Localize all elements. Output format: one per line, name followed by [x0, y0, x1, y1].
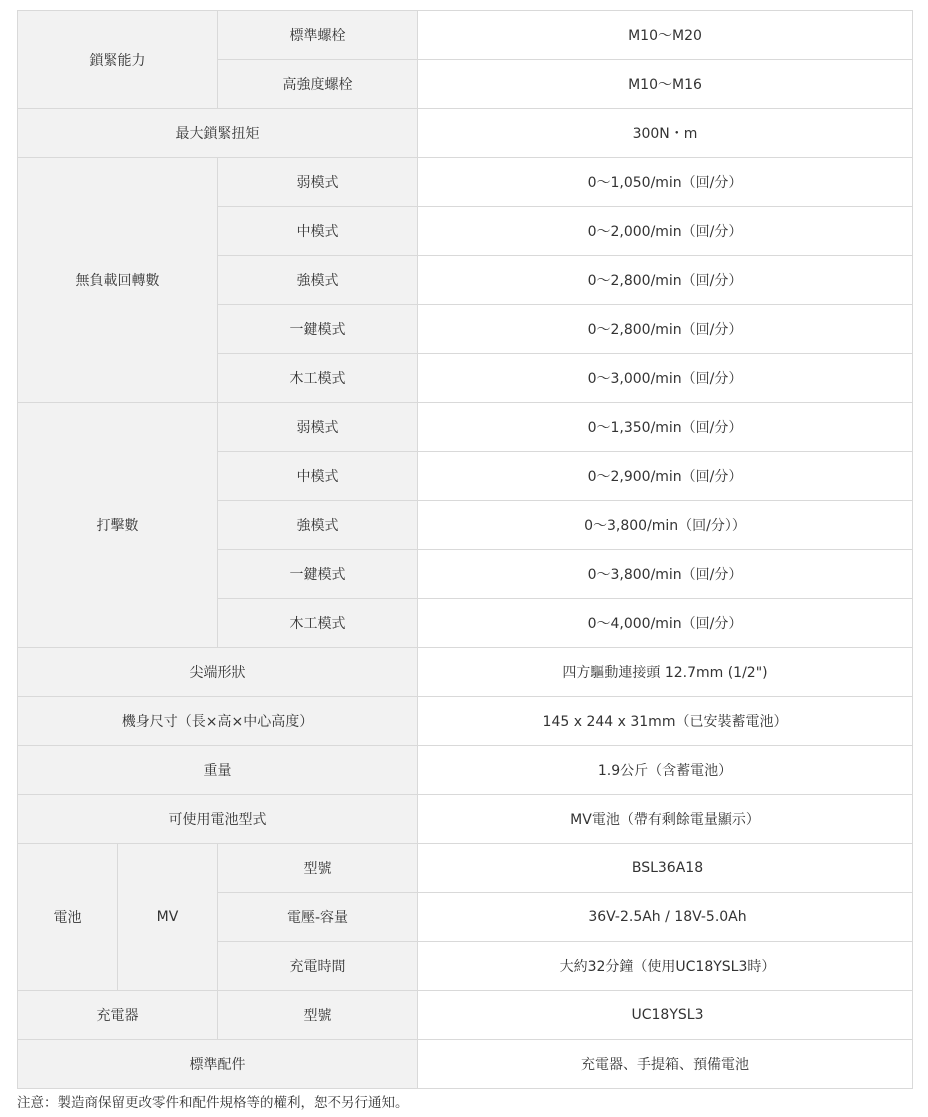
row-label: 中模式 — [218, 207, 418, 256]
weight-label: 重量 — [18, 746, 418, 795]
table-row — [18, 1040, 913, 1089]
row-value: BSL36A18 — [418, 844, 913, 893]
row-value: 0～2,900/min（回/分） — [418, 452, 913, 501]
table-row — [18, 991, 913, 1040]
charger-value: UC18YSL3 — [418, 991, 913, 1040]
row-value: 0～3,800/min（回/分） — [418, 550, 913, 599]
row-value: 0～1,050/min（回/分） — [418, 158, 913, 207]
row-label: 充電時間 — [218, 942, 418, 991]
row-label: 高強度螺栓 — [218, 60, 418, 109]
row-label: 弱模式 — [218, 158, 418, 207]
weight-value: 1.9公斤（含蓄電池） — [418, 746, 913, 795]
accessories-label: 標準配件 — [18, 1040, 418, 1089]
row-value: 36V-2.5Ah / 18V-5.0Ah — [418, 893, 913, 942]
no-load-speed-label: 無負載回轉數 — [18, 158, 218, 403]
charger-sub-label: 型號 — [218, 991, 418, 1040]
table-row — [18, 11, 913, 60]
tip-shape-value: 四方驅動連接頭 12.7mm (1/2") — [418, 648, 913, 697]
row-value: 0～3,000/min（回/分） — [418, 354, 913, 403]
max-torque-value: 300N・m — [418, 109, 913, 158]
battery-sub-label: MV — [118, 844, 218, 991]
table-row — [18, 844, 913, 893]
row-label: 木工模式 — [218, 599, 418, 648]
max-torque-label: 最大鎖緊扭矩 — [18, 109, 418, 158]
row-label: 木工模式 — [218, 354, 418, 403]
row-label: 弱模式 — [218, 403, 418, 452]
row-label: 強模式 — [218, 256, 418, 305]
row-label: 一鍵模式 — [218, 305, 418, 354]
accessories-value: 充電器、手提箱、預備電池 — [418, 1040, 913, 1089]
row-value: 0～4,000/min（回/分） — [418, 599, 913, 648]
battery-label: 電池 — [18, 844, 118, 991]
charger-label: 充電器 — [18, 991, 218, 1040]
impact-rate-label: 打擊數 — [18, 403, 218, 648]
row-label: 電壓-容量 — [218, 893, 418, 942]
footnote: 注意：製造商保留更改零件和配件規格等的權利，恕不另行通知。 — [17, 1095, 409, 1111]
table-row — [18, 403, 913, 452]
table-row — [18, 109, 913, 158]
table-row — [18, 648, 913, 697]
dimensions-label: 機身尺寸（長×高×中心高度） — [18, 697, 418, 746]
row-value: 0～3,800/min（回/分）） — [418, 501, 913, 550]
battery-type-label: 可使用電池型式 — [18, 795, 418, 844]
row-value: 大約32分鐘（使用UC18YSL3時） — [418, 942, 913, 991]
row-value: 0～1,350/min（回/分） — [418, 403, 913, 452]
row-value: 0～2,000/min（回/分） — [418, 207, 913, 256]
row-label: 型號 — [218, 844, 418, 893]
dimensions-value: 145 x 244 x 31mm（已安裝蓄電池） — [418, 697, 913, 746]
battery-type-value: MV電池（帶有剩餘電量顯示） — [418, 795, 913, 844]
table-row — [18, 746, 913, 795]
tip-shape-label: 尖端形狀 — [18, 648, 418, 697]
table-row — [18, 697, 913, 746]
row-value: 0～2,800/min（回/分） — [418, 305, 913, 354]
table-row — [18, 158, 913, 207]
row-value: M10～M16 — [418, 60, 913, 109]
row-label: 一鍵模式 — [218, 550, 418, 599]
table-row — [18, 795, 913, 844]
spec-table — [17, 10, 913, 1089]
row-label: 標準螺栓 — [218, 11, 418, 60]
torque-capacity-label: 鎖緊能力 — [18, 11, 218, 109]
row-value: 0～2,800/min（回/分） — [418, 256, 913, 305]
row-label: 中模式 — [218, 452, 418, 501]
row-value: M10～M20 — [418, 11, 913, 60]
row-label: 強模式 — [218, 501, 418, 550]
